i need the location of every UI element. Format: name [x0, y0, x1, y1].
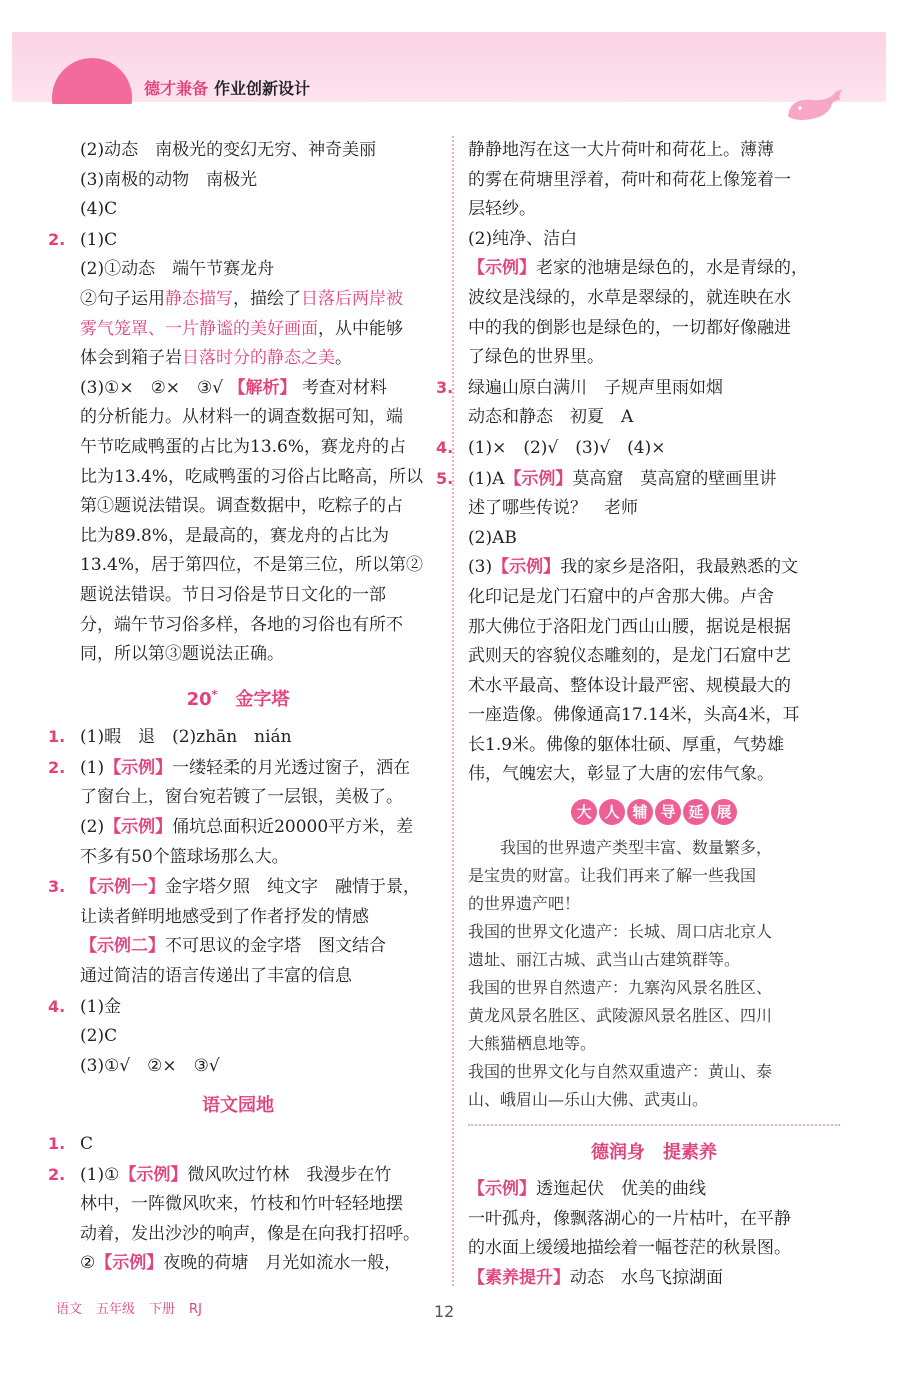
answer-line: 化印记是龙门石窟中的卢舍那大佛。卢舍: [468, 586, 774, 607]
answer-line: (3)南极的动物 南极光: [80, 169, 258, 190]
section-title: 语文园地: [202, 1095, 274, 1117]
analysis-tag: 【解析】: [228, 377, 297, 398]
right-column: 静静地泻在这一大片荷叶和荷花上。薄薄 的雾在荷塘里浮着，荷叶和荷花上像笼着一 层轻纱。 (2)纯净、洁白 【示例】老家的池塘是绿色的，水是青绿的， 波纹是浅绿的，水草是翠绿的，就连映在水 中的我的倒影也是绿色的，一切都好像融进 了绿色的世界里。 3. 绿遍山原白满川 子规声里雨如烟 动态和静态 初夏 A 4. (1)× (2)√ (3)√ (4)× 5. (1)A【示例】莫高窟 莫高窟的壁画里讲 述了哪些传说？ 老师 (2)AB (3)【示例】我的家乡是洛阳，我最熟悉的文 化印记是龙门石窟中的卢舍那大佛。卢舍 那大佛位于洛阳龙门西山山腰，据说是根据 武则天的容貌仪态雕刻的，是龙门石窟中艺 术水平最高、整体设计最严密、规模最大的 一座造像。佛像通高17.14米，头高4米，耳 长1.9米。佛像的躯体壮硕、厚重，气势雄 伟，气魄宏大，彰显了大唐的宏伟气象。 大 人 辅 导 延 展 我国的世界遗产类型丰富、数量繁多， 是宝贵的财富。让我们再来了解一些我国 的世界遗产吧！ 我国的世界文化遗产：长城、周口店北京人 遗址、丽江古城、武当山古建筑群等。 我国的世界自然遗产：九寨沟风景名胜区、 黄龙风景名胜区、武陵源风景名胜区、四川 大熊猫栖息地等。 我国的世界文化与自然双重遗产：黄山、泰 山、峨眉山—乐山大佛、武夷山。 德润身 提素养 【示例】透迤起伏 优美的曲线 一叶孤舟，像飘落湖心的一片枯叶，在平静 的水面上缓缓地描绘着一幅苍茫的秋景图。 【素养提升】动态 水鸟飞掠湖面: [468, 136, 840, 1294]
answer-text: (1)金: [80, 996, 122, 1017]
header-brand: [144, 76, 310, 99]
brand-subtitle: 作业创新设计: [214, 79, 311, 98]
question-number: 4.: [436, 437, 454, 457]
question-number: 2.: [48, 1164, 66, 1184]
answer-line: 雾气笼罩、一片静谧的美好画面，从中能够: [80, 318, 403, 339]
answer-line: 那大佛位于洛阳龙门西山山腰，据说是根据: [468, 616, 791, 637]
answer-line: (2)C: [80, 1026, 118, 1047]
highlight-text: 雾气笼罩、一片静谧的美好画面: [80, 318, 318, 339]
sun-logo-icon: [52, 58, 132, 104]
answer-line: (2)【示例】俑坑总面积近20000平方米，差: [80, 817, 414, 838]
literacy-tag: 【素养提升】: [468, 1268, 570, 1289]
extension-box: 我国的世界遗产类型丰富、数量繁多， 是宝贵的财富。让我们再来了解一些我国 的世界遗产吧！ 我国的世界文化遗产：长城、周口店北京人 遗址、丽江古城、武当山古建筑群等。 我国的世界自然遗产：九寨沟风景名胜区、 黄龙风景名胜区、武陵源风景名胜区、四川 大熊猫栖息地等。 我国的世界文化与自然双重遗产：黄山、泰 山、峨眉山—乐山大佛、武夷山。: [468, 837, 773, 1109]
section-divider: [468, 1124, 840, 1126]
explanation-line: 13.4%，居于第四位，不是第三位，所以第②: [80, 555, 424, 576]
explanation-line: 题说法错误。节日习俗是节日文化的一部: [80, 584, 386, 605]
example-tag: 【示例】: [504, 468, 573, 489]
example-tag: 【示例二】: [80, 936, 165, 957]
highlight-text: 日落后两岸被: [301, 288, 403, 309]
footer-edition: RJ: [189, 1302, 202, 1317]
question-number: 3.: [436, 377, 454, 397]
answer-line: 动态和静态 初夏 A: [468, 407, 634, 428]
answer-line: (2)AB: [468, 527, 517, 548]
answer-line: 述了哪些传说？ 老师: [468, 498, 638, 519]
highlight-text: 静态描写: [165, 288, 233, 309]
answer-line: 【示例】老家的池塘是绿色的，水是青绿的，: [468, 258, 808, 279]
answer-text: (1)暇 退 (2)zhān nián: [80, 727, 292, 748]
answer-line: 不多有50个篮球场那么大。: [80, 846, 289, 867]
answer-line: 林中，一阵微风吹来，竹枝和竹叶轻轻地摆: [80, 1194, 403, 1215]
question-number: 2.: [48, 757, 66, 777]
example-tag: 【示例】: [492, 557, 561, 578]
answer-line: 的雾在荷塘里浮着，荷叶和荷花上像笼着一: [468, 169, 791, 190]
answer-line: 武则天的容貌仪态雕刻的，是龙门石窟中艺: [468, 646, 791, 667]
section-title: 德润身 提素养: [591, 1141, 717, 1163]
answer-line: ②【示例】夜晚的荷塘 月光如流水一般，: [80, 1253, 402, 1274]
explanation-line: 比为89.8%，是最高的，赛龙舟的占比为: [80, 525, 390, 546]
page-number: 12: [434, 1302, 455, 1321]
answer-text: (1)C: [80, 229, 118, 250]
answer-line: 波纹是浅绿的，水草是翠绿的，就连映在水: [468, 287, 791, 308]
highlight-text: 日落时分的静态之美: [182, 348, 335, 369]
answer-line: 【示例】透迤起伏 优美的曲线: [468, 1179, 706, 1200]
left-column: (2)动态 南极光的变幻无穷、神奇美丽 (3)南极的动物 南极光 (4)C 2. (1)C (2)①动态 端午节赛龙舟 ②句子运用静态描写，描绘了日落后两岸被 雾气笼罩、一片静谧的美好画面，从中能够 体会到箱子岩日落时分的静态之美。 (3)①× ②× ③√ 【解析】 考查对材料 的分析能力。从材料一的调查数据可知，端 午节吃咸鸭蛋的占比为13.6%，赛龙舟的占 比为13.4%，吃咸鸭蛋的习俗占比略高，所以 第①题说法错误。调查数据中，吃粽子的占 比为89.8%，是最高的，赛龙舟的占比为 13.4%，居于第四位，不是第三位，所以第② 题说法错误。节日习俗是节日文化的一部 分，端午节习俗多样，各地的习俗也有所不 同，所以第③题说法正确。 20* 金字塔 1. (1)暇 退 (2)zhān nián 2. (1)【示例】一缕轻柔的月光透过窗子，洒在 了窗台上，窗台宛若镀了一层银，美极了。 (2)【示例】俑坑总面积近20000平方米，差 不多有50个篮球场那么大。 3. 【示例一】金字塔夕照 纯文字 融情于景， 让读者鲜明地感受到了作者抒发的情感 【示例二】不可思议的金字塔 图文结合 通过简洁的语言传递出了丰富的信息 4. (1)金 (2)C (3)①√ ②× ③√ 语文园地 1. C 2. (1)①【示例】微风吹过竹林 我漫步在竹 林中，一阵微风吹来，竹枝和竹叶轻轻地摆 动着，发出沙沙的响声，像是在向我打招呼。 ②【示例】夜晚的荷塘 月光如流水一般，: [48, 136, 428, 1279]
answer-line: 让读者鲜明地感受到了作者抒发的情感: [80, 906, 369, 927]
answer-line: 术水平最高、整体设计最严密、规模最大的: [468, 675, 791, 696]
explanation-line: 午节吃咸鸭蛋的占比为13.6%，赛龙舟的占: [80, 436, 407, 457]
footer-term: 下册: [149, 1302, 176, 1317]
question-number: 1.: [48, 727, 66, 747]
answer-line: (3)①× ②× ③√ 【解析】 考查对材料: [80, 377, 387, 398]
page-header: [12, 32, 886, 102]
answer-line: 一座造像。佛像通高17.14米，头高4米，耳: [468, 705, 800, 726]
answer-line: 了窗台上，窗台宛若镀了一层银，美极了。: [80, 787, 403, 808]
answer-text: C: [80, 1134, 94, 1154]
question-number: 2.: [48, 229, 66, 249]
example-tag: 【示例一】: [80, 877, 165, 898]
column-divider: [452, 136, 454, 1286]
question-number: 4.: [48, 996, 66, 1016]
question-number: 3.: [48, 877, 66, 897]
answer-line: (2)①动态 端午节赛龙舟: [80, 259, 275, 280]
section-title: 20* 金字塔: [186, 687, 290, 710]
example-tag: 【示例】: [104, 757, 173, 778]
explanation-line: 分，端午节习俗多样，各地的习俗也有所不: [80, 614, 403, 635]
answer-line: 动着，发出沙沙的响声，像是在向我打招呼。: [80, 1223, 420, 1244]
brand-name: 德才兼备: [144, 79, 209, 98]
answer-line: 伟，气魄宏大，彰显了大唐的宏伟气象。: [468, 764, 774, 785]
answer-line: 【示例二】不可思议的金字塔 图文结合: [80, 936, 386, 957]
example-tag: 【示例】: [119, 1164, 188, 1185]
example-tag: 【示例】: [468, 1179, 536, 1200]
answer-line: (3)【示例】我的家乡是洛阳，我最熟悉的文: [468, 557, 799, 578]
answer-line: 的水面上缓缓地描绘着一幅苍茫的秋景图。: [468, 1238, 791, 1259]
answer-line: 【素养提升】动态 水鸟飞掠湖面: [468, 1268, 723, 1289]
extension-title: 大 人 辅 导 延 展: [468, 798, 840, 828]
answer-line: 长1.9米。佛像的躯体壮硕、厚重，气势雄: [468, 734, 785, 755]
question-number: 5.: [436, 468, 454, 488]
example-tag: 【示例】: [95, 1253, 164, 1274]
answer-line: ②句子运用静态描写，描绘了日落后两岸被: [80, 288, 403, 309]
answer-line: 一叶孤舟，像飘落湖心的一片枯叶，在平静: [468, 1208, 791, 1229]
answer-line: 静静地泻在这一大片荷叶和荷花上。薄薄: [468, 140, 774, 160]
whale-icon: [784, 88, 846, 122]
answer-line: 体会到箱子岩日落时分的静态之美。: [80, 348, 352, 369]
example-tag: 【示例】: [468, 258, 536, 279]
answer-line: 中的我的倒影也是绿色的，一切都好像融进: [468, 317, 791, 338]
example-tag: 【示例】: [104, 817, 173, 838]
answer-line: (2)纯净、洁白: [468, 228, 578, 249]
explanation-line: 第①题说法错误。调查数据中，吃粽子的占: [80, 496, 403, 517]
answer-line: 通过简洁的语言传递出了丰富的信息: [80, 966, 352, 987]
explanation-line: 的分析能力。从材料一的调查数据可知，端: [80, 407, 403, 428]
answer-line: (3)①√ ②× ③√: [80, 1055, 220, 1076]
footer-grade: 五年级: [96, 1302, 136, 1317]
footer-subject: 语文: [56, 1302, 83, 1317]
question-number: 1.: [48, 1134, 66, 1153]
answer-line: 了绿色的世界里。: [468, 347, 604, 368]
answer-line: (2)动态 南极光的变幻无穷、神奇美丽: [80, 140, 377, 160]
page-footer: [56, 1298, 216, 1317]
answer-line: 层轻纱。: [468, 199, 536, 220]
explanation-line: 比为13.4%，吃咸鸭蛋的习俗占比略高，所以: [80, 466, 424, 487]
explanation-line: 同，所以第③题说法正确。: [80, 644, 284, 665]
answer-line: (4)C: [80, 199, 118, 220]
